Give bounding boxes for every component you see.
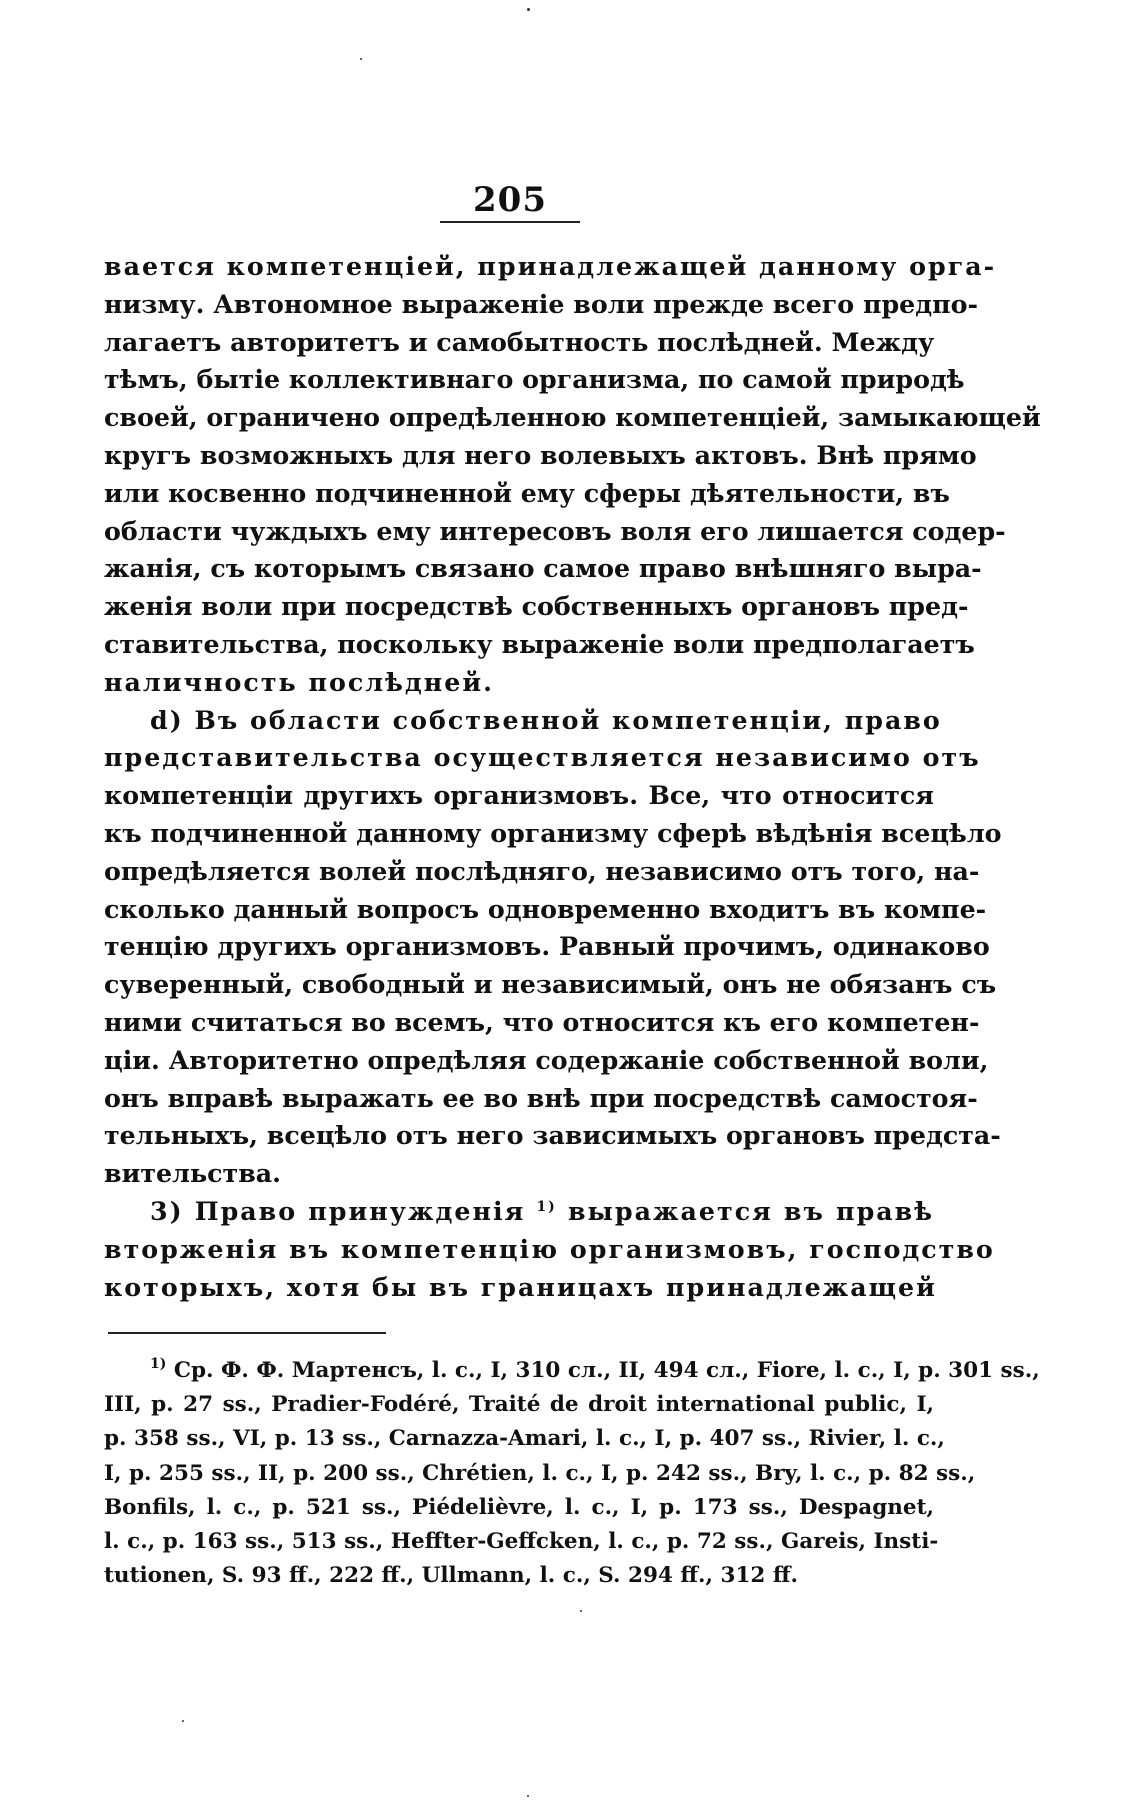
text-line: своей, ограничено опредѣленною компетенціей, замыкающей: [104, 402, 1041, 433]
text-line: вительства.: [104, 1158, 281, 1189]
footnote-line: l. c., p. 163 ss., 513 ss., Heffter-Geffcken, l. c., p. 72 ss., Gareis, Insti-: [104, 1528, 939, 1554]
text-line: представительства осуществляется независимо отъ: [104, 742, 981, 773]
text-line: низму. Автономное выраженіе воли прежде всего предпо-: [104, 288, 979, 319]
text-line: суверенный, свободный и независимый, онъ не обязанъ съ: [104, 969, 997, 1000]
text-line: сколько данный вопросъ одновременно входитъ въ компе-: [104, 893, 987, 924]
text-line: компетенціи другихъ организмовъ. Все, что относится: [104, 780, 934, 811]
footnote-mark: 1): [150, 1356, 167, 1372]
scan-speck: [360, 58, 362, 60]
footnote-line: III, p. 27 ss., Pradier-Fodéré, Traité de droit international public, I,: [104, 1392, 934, 1418]
paragraph-3-lead-rest: выражается въ правѣ: [567, 1195, 935, 1226]
text-line: или косвенно подчиненной ему сферы дѣятельности, въ: [104, 477, 950, 508]
scan-speck: [182, 1720, 184, 1722]
footnote-line: tutionen, S. 93 ff., 222 ff., Ullmann, l. c., S. 294 ff., 312 ff.: [104, 1563, 798, 1589]
paragraph-d-start: d) Въ области собственной компетенціи, право: [150, 704, 942, 735]
text-line: области чуждыхъ ему интересовъ воля его лишается содер-: [104, 515, 1006, 546]
paragraph-3-lead: 3) Право принужденія: [150, 1195, 526, 1226]
text-line: кругъ возможныхъ для него волевыхъ актовъ. Внѣ прямо: [104, 439, 977, 470]
text-line: которыхъ, хотя бы въ границахъ принадлежащей: [104, 1271, 937, 1302]
body-text: [104, 248, 1041, 1306]
text-line: ціи. Авторитетно опредѣляя содержаніе собственной воли,: [104, 1044, 989, 1075]
text-line: женія воли при посредствѣ собственныхъ органовъ пред-: [104, 591, 969, 622]
text-line: тѣмъ, бытіе коллективнаго организма, по самой природѣ: [104, 364, 965, 395]
text-line: тельныхъ, всецѣло отъ него зависимыхъ органовъ предста-: [104, 1120, 1001, 1151]
scan-speck: [527, 8, 530, 11]
text-line: жанія, съ которымъ связано самое право внѣшняго выра-: [104, 553, 982, 584]
page-number: 205: [473, 180, 547, 220]
text-line: вторженія въ компетенцію организмовъ, господство: [104, 1233, 995, 1264]
page-number-rule: [440, 221, 580, 223]
scan-speck: [580, 1610, 582, 1612]
text-line: тенцію другихъ организмовъ. Равный прочимъ, одинаково: [104, 931, 990, 962]
footnote-separator: [108, 1332, 386, 1334]
paragraph-3-start: [104, 1193, 934, 1231]
footnote-line: [104, 1354, 1040, 1388]
footnotes: [104, 1354, 1040, 1593]
text-line: лагаетъ авторитетъ и самобытность послѣдней. Между: [104, 326, 935, 357]
text-line: вается компетенціей, принадлежащей данному орга-: [104, 251, 997, 281]
footnote-first-line: Ср. Ф. Ф. Мартенсъ, l. c., I, 310 сл., II, 494 сл., Fiore, l. c., I, p. 301 ss.,: [173, 1358, 1040, 1383]
text-line: онъ вправѣ выражать ее во внѣ при посредствѣ самостоя-: [104, 1082, 978, 1113]
footnote-reference: 1): [536, 1198, 557, 1215]
text-line: къ подчиненной данному организму сферѣ вѣдѣнія всецѣло: [104, 817, 1002, 848]
footnote-line: p. 358 ss., VI, p. 13 ss., Carnazza-Amari, l. c., I, p. 407 ss., Rivier, l. c.,: [104, 1426, 945, 1452]
footnote-line: Bonfils, l. c., p. 521 ss., Piédelièvre, l. c., I, p. 173 ss., Despagnet,: [104, 1494, 934, 1520]
text-line: опредѣляется волей послѣдняго, независимо отъ того, на-: [104, 855, 980, 886]
text-line: ставительства, поскольку выраженіе воли предполагаетъ: [104, 628, 975, 659]
scan-speck: [527, 1795, 529, 1797]
text-line: ними считаться во всемъ, что относится къ его компетен-: [104, 1006, 980, 1037]
text-line: наличность послѣдней.: [104, 666, 494, 697]
footnote-line: I, p. 255 ss., II, p. 200 ss., Chrétien, l. c., I, p. 242 ss., Bry, l. c., p. 82 ss.,: [104, 1460, 976, 1486]
